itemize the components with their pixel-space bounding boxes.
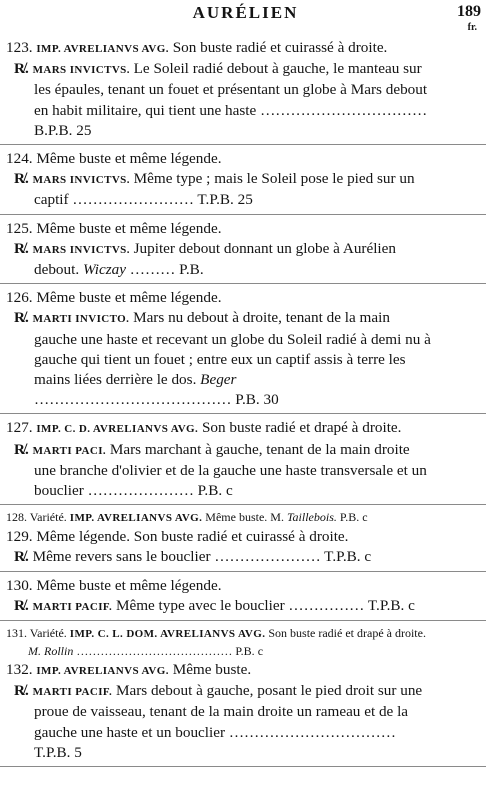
coin-legend: IMP. AVRELIANVS AVG.: [36, 665, 169, 678]
module-mark: T.P.B.: [367, 596, 405, 614]
reverse-entry: [6, 239, 434, 280]
entry-number: 131.: [6, 626, 27, 641]
entry-divider: [0, 620, 486, 621]
obverse-entry: [6, 625, 434, 660]
module-mark: T.P.B.: [197, 191, 234, 209]
reverse-mark: R̸.: [14, 440, 29, 458]
entry-number: 129.: [6, 528, 33, 546]
entry-number: 130.: [6, 576, 33, 594]
coin-legend: IMP. C. L. DOM. AVRELIANVS AVG.: [69, 628, 266, 641]
variety-label: Variété.: [29, 626, 67, 641]
coin-legend: IMP. AVRELIANVS AVG.: [36, 43, 169, 55]
entry-text: Même revers sans le bouclier: [32, 548, 211, 566]
coin-legend: MARTI PACIF.: [32, 686, 113, 699]
rarity-price: 5: [74, 743, 82, 761]
entry-divider: [0, 214, 486, 215]
reverse-entry: [6, 681, 434, 763]
module-mark: P.B.: [339, 510, 360, 525]
entry-number: 125.: [6, 219, 33, 237]
entry-text: Son buste radié et drapé à droite.: [201, 419, 402, 437]
entry-divider: [0, 144, 486, 145]
rarity-price: 30: [263, 391, 279, 409]
reverse-mark: R̸.: [14, 548, 29, 566]
module-mark: P.B.: [197, 482, 223, 500]
reverse-mark: R̸.: [14, 170, 29, 188]
reverse-entry: [6, 169, 434, 210]
dot-leader: …………………: [214, 548, 321, 566]
coin-legend: IMP. C. D. AVRELIANVS AVG.: [36, 423, 199, 436]
obverse-entry: [6, 576, 434, 596]
entry-text: Même buste et même légende.: [36, 150, 222, 168]
obverse-entry: [6, 149, 434, 169]
dot-leader: …………………………………: [76, 644, 233, 659]
coin-legend: MARTI INVICTO.: [32, 313, 130, 326]
entry-divider: [0, 283, 486, 284]
dot-leader: …………………: [87, 482, 194, 500]
source-name: Beger: [200, 371, 237, 389]
coin-legend: MARS INVICTVS.: [32, 243, 130, 256]
entry-text: Même buste. M.: [205, 510, 284, 525]
coin-legend: MARS INVICTVS.: [32, 64, 130, 77]
module-mark: T.P.B.: [324, 548, 361, 566]
coin-legend: IMP. AVRELIANVS AVG.: [69, 512, 203, 525]
module-mark: B.P.B.: [34, 121, 73, 139]
reverse-entry: [6, 547, 434, 567]
entry-divider: [0, 766, 486, 767]
reverse-entry: [6, 440, 434, 502]
dot-leader: ……………………………: [228, 723, 396, 741]
reverse-mark: R̸.: [14, 682, 29, 700]
entry-text: Mars debout à gauche, posant le pied droit sur une proue de vaisseau, tenant de la main droite un rameau et de la gauche une haste et un bouclier: [34, 682, 423, 741]
catalogue-entries: [6, 38, 434, 771]
entry-number: 124.: [6, 150, 33, 168]
coin-legend: MARTI PACI.: [32, 444, 107, 457]
source-name: Wiczay: [82, 261, 126, 279]
entry-divider: [0, 504, 486, 505]
module-mark: P.B.: [179, 261, 204, 279]
obverse-entry: [6, 527, 434, 547]
reverse-mark: R̸.: [14, 60, 29, 78]
entry-text: Même type avec le bouclier: [115, 596, 285, 614]
obverse-entry: [6, 288, 434, 308]
currency-label: fr.: [467, 22, 477, 33]
variety-label: Variété.: [29, 510, 67, 525]
obverse-entry: [6, 509, 434, 527]
rarity-price: c: [225, 482, 233, 500]
obverse-entry: [6, 219, 434, 239]
entry-text: Son buste radié et cuirassé à droite.: [172, 39, 388, 56]
reverse-entry: [6, 308, 434, 410]
rarity-price: 25: [237, 191, 253, 209]
entry-text: Même type ; mais le Soleil pose le pied sur un captif: [34, 170, 415, 209]
entry-number: 123.: [6, 39, 33, 56]
entry-text: Même buste et même légende.: [36, 576, 222, 594]
entry-text: Mars marchant à gauche, tenant de la main droite une branche d'olivier et de la gauche une haste transversale et un bouclier: [34, 440, 427, 500]
reverse-mark: R̸.: [14, 596, 29, 614]
reverse-mark: R̸.: [14, 239, 29, 257]
module-mark: P.B.: [235, 391, 260, 409]
entry-text: Jupiter debout donnant un globe à Aurélien debout.: [34, 239, 396, 279]
module-mark: P.B.: [235, 644, 255, 659]
running-title: AURÉLIEN: [192, 3, 299, 22]
entry-text: Même buste.: [172, 661, 252, 679]
dot-leader: ……………………: [72, 191, 194, 209]
rarity-price: c: [408, 596, 415, 614]
source-name: M. Rollin: [28, 644, 74, 659]
entry-text: Mars nu debout à droite, tenant de la main gauche une haste et recevant un globe du Soleil radié à demi nu à gauche qui tient un fouet ; entre eux un captif assis à terre les mains liées derrière le dos.: [34, 309, 431, 389]
dot-leader: ……………: [288, 596, 365, 614]
entry-text: Le Soleil radié debout à gauche, le manteau sur les épaules, tenant un fouet et présentant un globe à Mars debout en habit militaire, qui tient une haste: [34, 60, 428, 119]
page-header: [0, 3, 491, 25]
entry-number: 128.: [6, 510, 27, 525]
rarity-price: c: [364, 548, 372, 566]
dot-leader: ……………………………: [260, 101, 428, 119]
coin-legend: MARS INVICTVS.: [32, 174, 130, 187]
entry-number: 126.: [6, 289, 33, 307]
module-mark: T.P.B.: [34, 743, 71, 761]
entry-text: Même buste et même légende.: [36, 219, 222, 237]
obverse-entry: [6, 418, 434, 439]
rarity-price: c: [257, 644, 264, 659]
entry-divider: [0, 571, 486, 572]
reverse-entry: [6, 596, 434, 617]
entry-number: 132.: [6, 661, 33, 679]
obverse-entry: [6, 660, 434, 681]
coin-legend: MARTI PACIF.: [32, 600, 113, 613]
dot-leader: …………………………………: [34, 391, 232, 409]
entry-text: Même buste et même légende.: [36, 289, 222, 307]
entry-number: 127.: [6, 419, 33, 437]
reverse-mark: R̸.: [14, 309, 29, 327]
rarity-price: 25: [76, 121, 92, 139]
rarity-price: c: [362, 510, 368, 525]
source-name: Taillebois.: [286, 510, 337, 525]
entry-text: Son buste radié et drapé à droite.: [268, 626, 426, 641]
page-number: 189: [457, 3, 481, 20]
entry-text: Même légende. Son buste radié et cuirassé à droite.: [36, 528, 349, 546]
reverse-entry: [6, 59, 434, 141]
dot-leader: ………: [129, 261, 176, 279]
obverse-entry: [6, 38, 434, 59]
entry-divider: [0, 413, 486, 414]
